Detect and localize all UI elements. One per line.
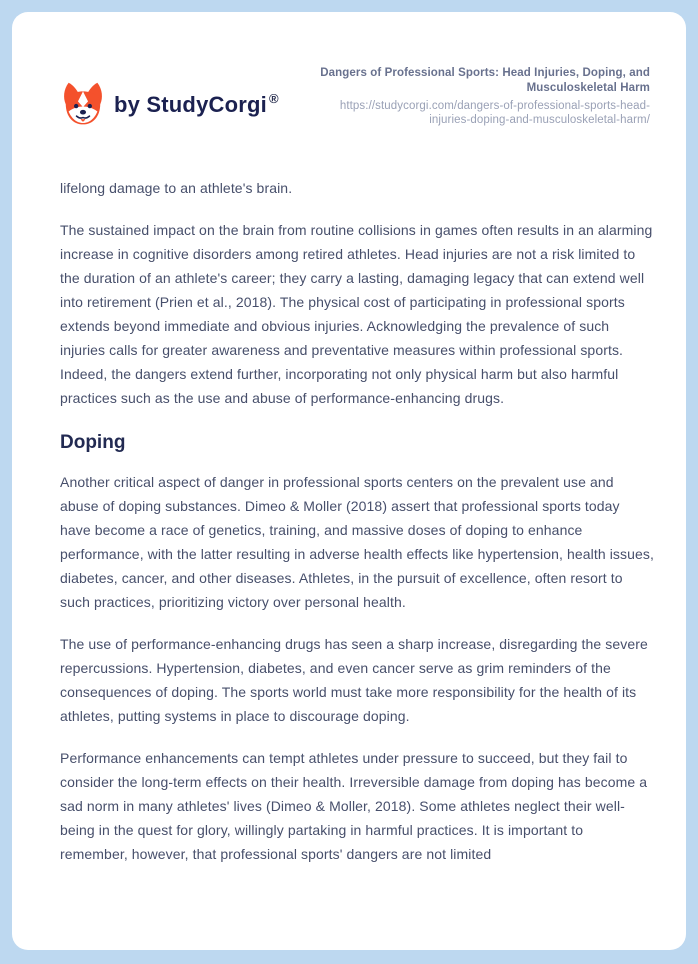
paragraph-head-injuries: The sustained impact on the brain from routine collisions in games often results in an alarming increase in cognitive disorders among retired athletes. Head injuries are not a risk limited to the duration of an athlete's career; they carry a lasting, damaging legacy that can extend well into retirement (Prien et al., 2018). The physical cost of participating in professional sports extends beyond immediate and obvious injuries. Acknowledging the prevalence of such injuries calls for greater awareness and preventative measures within professional sports. Indeed, the dangers extend further, incorporating not only physical harm but also harmful practices such as the use and abuse of performance-enhancing drugs. <box>60 222 653 406</box>
studycorgi-logo <box>60 80 279 130</box>
paragraph-doping-1: Another critical aspect of danger in professional sports centers on the prevalent use and abuse of doping substances. Dimeo & Moller (2018) assert that professional sports today have become a race of genetics, training, and massive doses of doping to enhance performance, with the latter resulting in adverse health effects like hypertension, health issues, diabetes, cancer, and other diseases. Athletes, in the pursuit of excellence, often resort to such practices, prioritizing victory over personal health. <box>60 474 654 610</box>
document-url: https://studycorgi.com/dangers-of-professional-sports-head-injuries-doping-and-musculoskeletal-harm/ <box>339 100 650 126</box>
document-meta <box>302 66 650 127</box>
article-body <box>60 176 654 866</box>
paragraph-doping-3: Performance enhancements can tempt athletes under pressure to succeed, but they fail to consider the long-term effects on their health. Irreversible damage from doping has become a sad norm in many athletes' lives (Dimeo & Moller, 2018). Some athletes neglect their well-being in the quest for glory, willingly partaking in harmful practices. It is important to remember, however, that professional sports' dangers are not limited <box>60 750 648 862</box>
registered-trademark: ® <box>268 90 279 106</box>
document-title: Dangers of Professional Sports: Head Injuries, Doping, and Musculoskeletal Harm <box>320 67 650 94</box>
corgi-logo-icon <box>60 80 106 130</box>
brand-name: by StudyCorgi <box>114 92 267 117</box>
paragraph-doping-2: The use of performance-enhancing drugs has seen a sharp increase, disregarding the severe repercussions. Hypertension, diabetes, and even cancer serve as grim reminders of the consequences of doping. The sports world must take more responsibility for the health of its athletes, putting systems in place to discourage doping. <box>60 636 648 724</box>
section-heading-doping: Doping <box>60 432 126 453</box>
document-sheet <box>12 12 686 950</box>
paragraph-intro-fragment: lifelong damage to an athlete's brain. <box>60 180 293 196</box>
document-header <box>60 66 650 130</box>
